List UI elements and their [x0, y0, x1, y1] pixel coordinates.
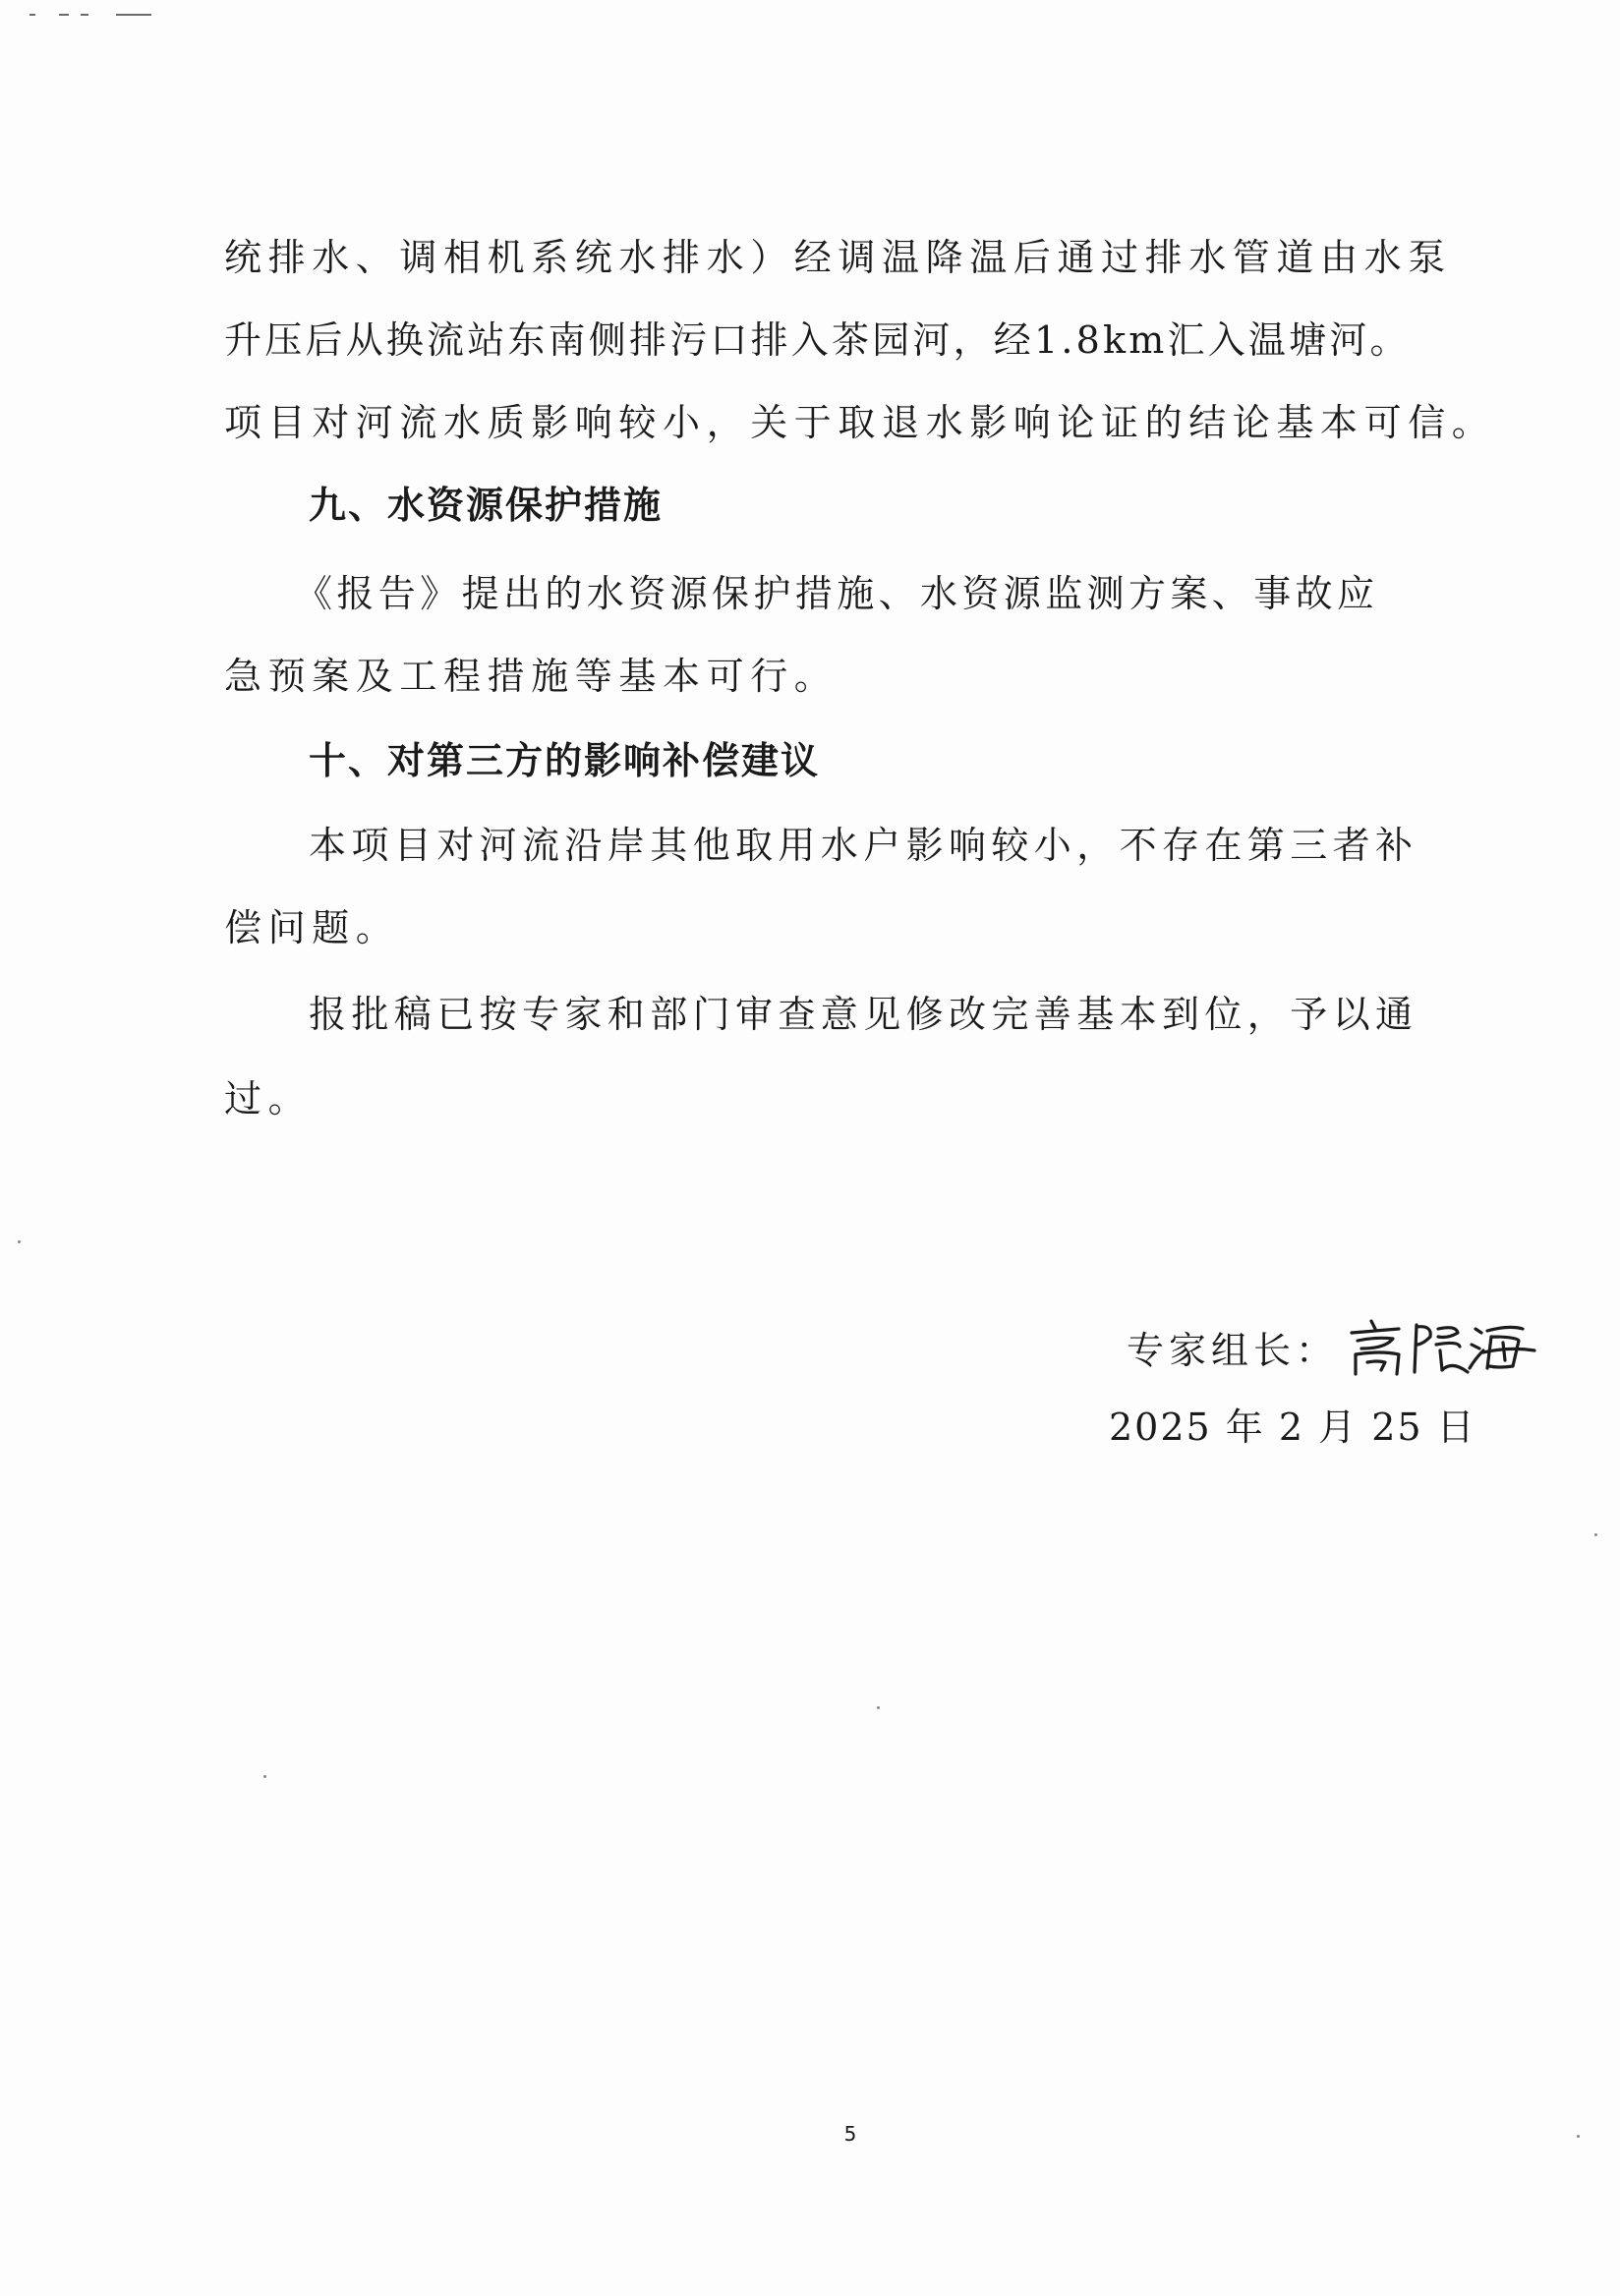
- section-heading: 九、水资源保护措施: [309, 484, 664, 527]
- scan-speck: [877, 1706, 880, 1709]
- page-number: 5: [843, 2122, 857, 2146]
- body-text-line: 过。: [224, 1077, 313, 1120]
- signature-date: 2025 年 2 月 25 日: [1109, 1406, 1476, 1449]
- signature-block: [1127, 1317, 1538, 1376]
- signature-label: 专家组长：: [1127, 1328, 1339, 1372]
- scan-mark: [81, 14, 88, 16]
- scan-speck: [1594, 1533, 1597, 1536]
- scan-speck: [18, 1240, 21, 1243]
- scan-speck: [263, 1775, 266, 1778]
- body-text-line: 报批稿已按专家和部门审查意见修改完善基本到位，予以通: [309, 993, 1418, 1036]
- section-heading: 十、对第三方的影响补偿建议: [309, 739, 821, 782]
- scan-mark: [29, 14, 35, 16]
- body-text-line: 统排水、调相机系统水排水）经调温降温后通过排水管道由水泵: [224, 236, 1452, 279]
- body-text-line: 《报告》提出的水资源保护措施、水资源监测方案、事故应: [295, 572, 1379, 615]
- scan-mark: [59, 14, 69, 16]
- body-text-line: 本项目对河流沿岸其他取用水户影响较小，不存在第三者补: [309, 824, 1418, 867]
- body-text-line: 偿问题。: [224, 906, 400, 949]
- body-text-line: 升压后从换流站东南侧排污口排入茶园河，经1.8km汇入温塘河。: [224, 318, 1411, 362]
- body-text-line: 急预案及工程措施等基本可行。: [224, 655, 839, 698]
- handwritten-signature: [1342, 1315, 1538, 1378]
- body-text-line: 项目对河流水质影响较小，关于取退水影响论证的结论基本可信。: [224, 401, 1496, 444]
- scan-mark: [116, 14, 151, 16]
- signature-name: 高俊海: [1342, 1315, 1360, 1316]
